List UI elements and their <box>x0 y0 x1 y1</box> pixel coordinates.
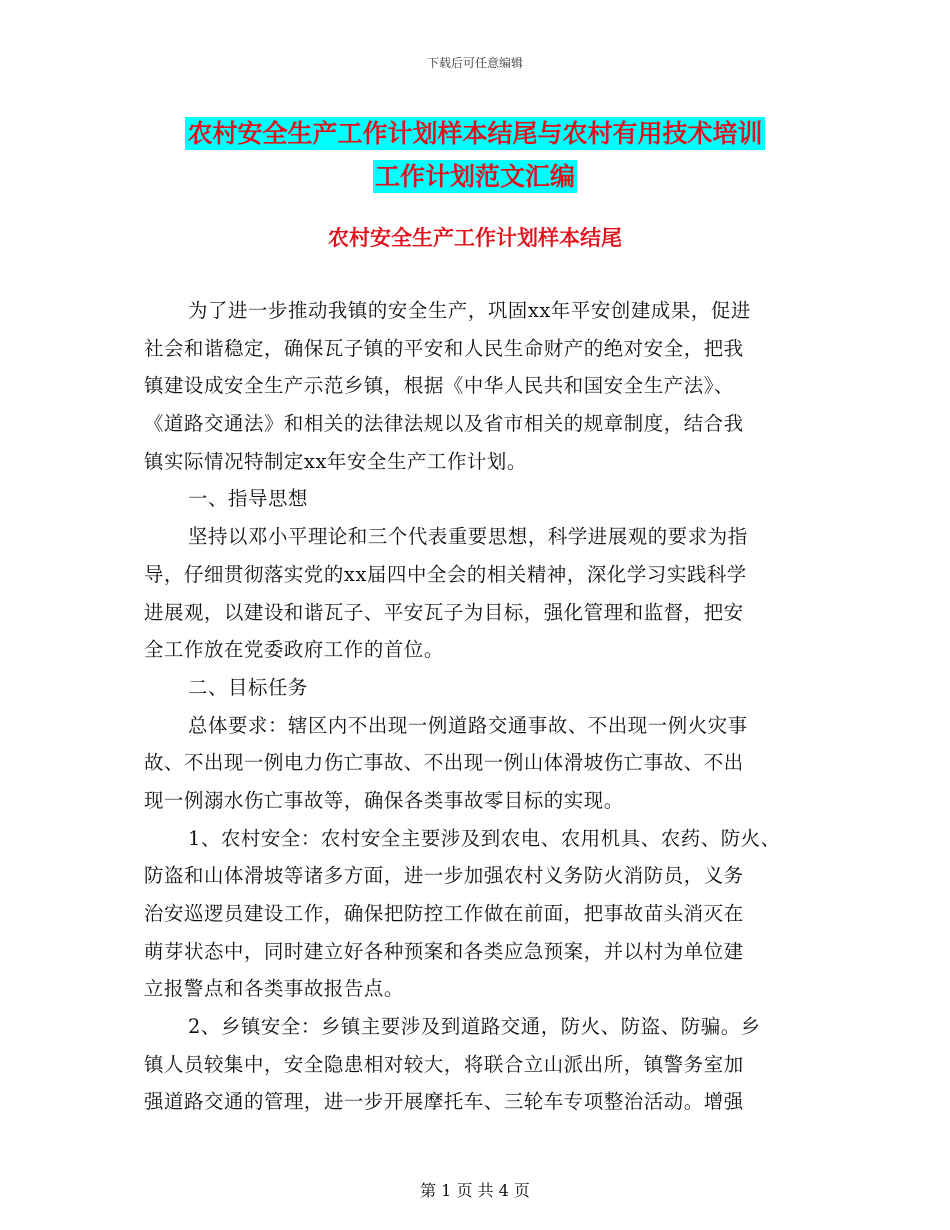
paragraph-line: 社会和谐稳定，确保瓦子镇的平安和人民生命财产的绝对安全，把我 <box>144 336 744 360</box>
paragraph-line: 总体要求：辖区内不出现一例道路交通事故、不出现一例火灾事 <box>188 713 748 737</box>
paragraph-line: 镇人员较集中，安全隐患相对较大，将联合立山派出所，镇警务室加 <box>144 1052 744 1076</box>
paragraph-line: 导，仔细贯彻落实党的xx届四中全会的相关精神，深化学习实践科学 <box>144 562 747 586</box>
paragraph-line: 为了进一步推动我镇的安全生产，巩固xx年平安创建成果，促进 <box>188 299 751 322</box>
paragraph-line: 立报警点和各类事故报告点。 <box>144 977 404 1001</box>
heading-target-tasks: 二、目标任务 <box>188 675 308 699</box>
header-note: 下载后可任意编辑 <box>426 56 523 70</box>
paragraph-line: 防盗和山体滑坡等诸多方面，进一步加强农村义务防火消防员，义务 <box>144 864 744 888</box>
document-body <box>144 292 814 1121</box>
paragraph-line: 镇建设成安全生产示范乡镇，根据《中华人民共和国安全生产法》、 <box>144 374 735 398</box>
paragraph-line: 故、不出现一例电力伤亡事故、不出现一例山体滑坡伤亡事故、不出 <box>144 751 744 775</box>
paragraph-line: 1、农村安全：农村安全主要涉及到农电、农用机具、农药、防火、 <box>188 826 781 850</box>
document-title-line2: 工作计划范文汇编 <box>374 162 575 191</box>
paragraph-line: 治安巡逻员建设工作，确保把防控工作做在前面，把事故苗头消灭在 <box>144 902 744 925</box>
paragraph-line: 2、乡镇安全：乡镇主要涉及到道路交通，防火、防盗、防骗。乡 <box>188 1015 761 1039</box>
paragraph-line: 全工作放在党委政府工作的首位。 <box>144 638 444 662</box>
paragraph-line: 镇实际情况特制定xx年安全生产工作计划。 <box>144 449 527 473</box>
document-title <box>0 112 950 198</box>
paragraph-line: 进展观，以建设和谐瓦子、平安瓦子为目标，强化管理和监督，把安 <box>144 600 744 624</box>
paragraph-line: 萌芽状态中，同时建立好各种预案和各类应急预案，并以村为单位建 <box>144 939 744 963</box>
paragraph-line: 强道路交通的管理，进一步开展摩托车、三轮车专项整治活动。增强 <box>144 1090 744 1114</box>
document-title-line1: 农村安全生产工作计划样本结尾与农村有用技术培训 <box>187 119 763 148</box>
paragraph-line: 坚持以邓小平理论和三个代表重要思想，科学进展观的要求为指 <box>188 525 748 549</box>
paragraph-line: 现一例溺水伤亡事故等，确保各类事故零目标的实现。 <box>144 788 624 812</box>
page-footer: 第 1 页 共 4 页 <box>420 1181 530 1200</box>
section-title: 农村安全生产工作计划样本结尾 <box>328 226 622 250</box>
heading-guiding-thought: 一、指导思想 <box>188 487 308 511</box>
paragraph-line: 《道路交通法》和相关的法律法规以及省市相关的规章制度，结合我 <box>144 412 744 436</box>
